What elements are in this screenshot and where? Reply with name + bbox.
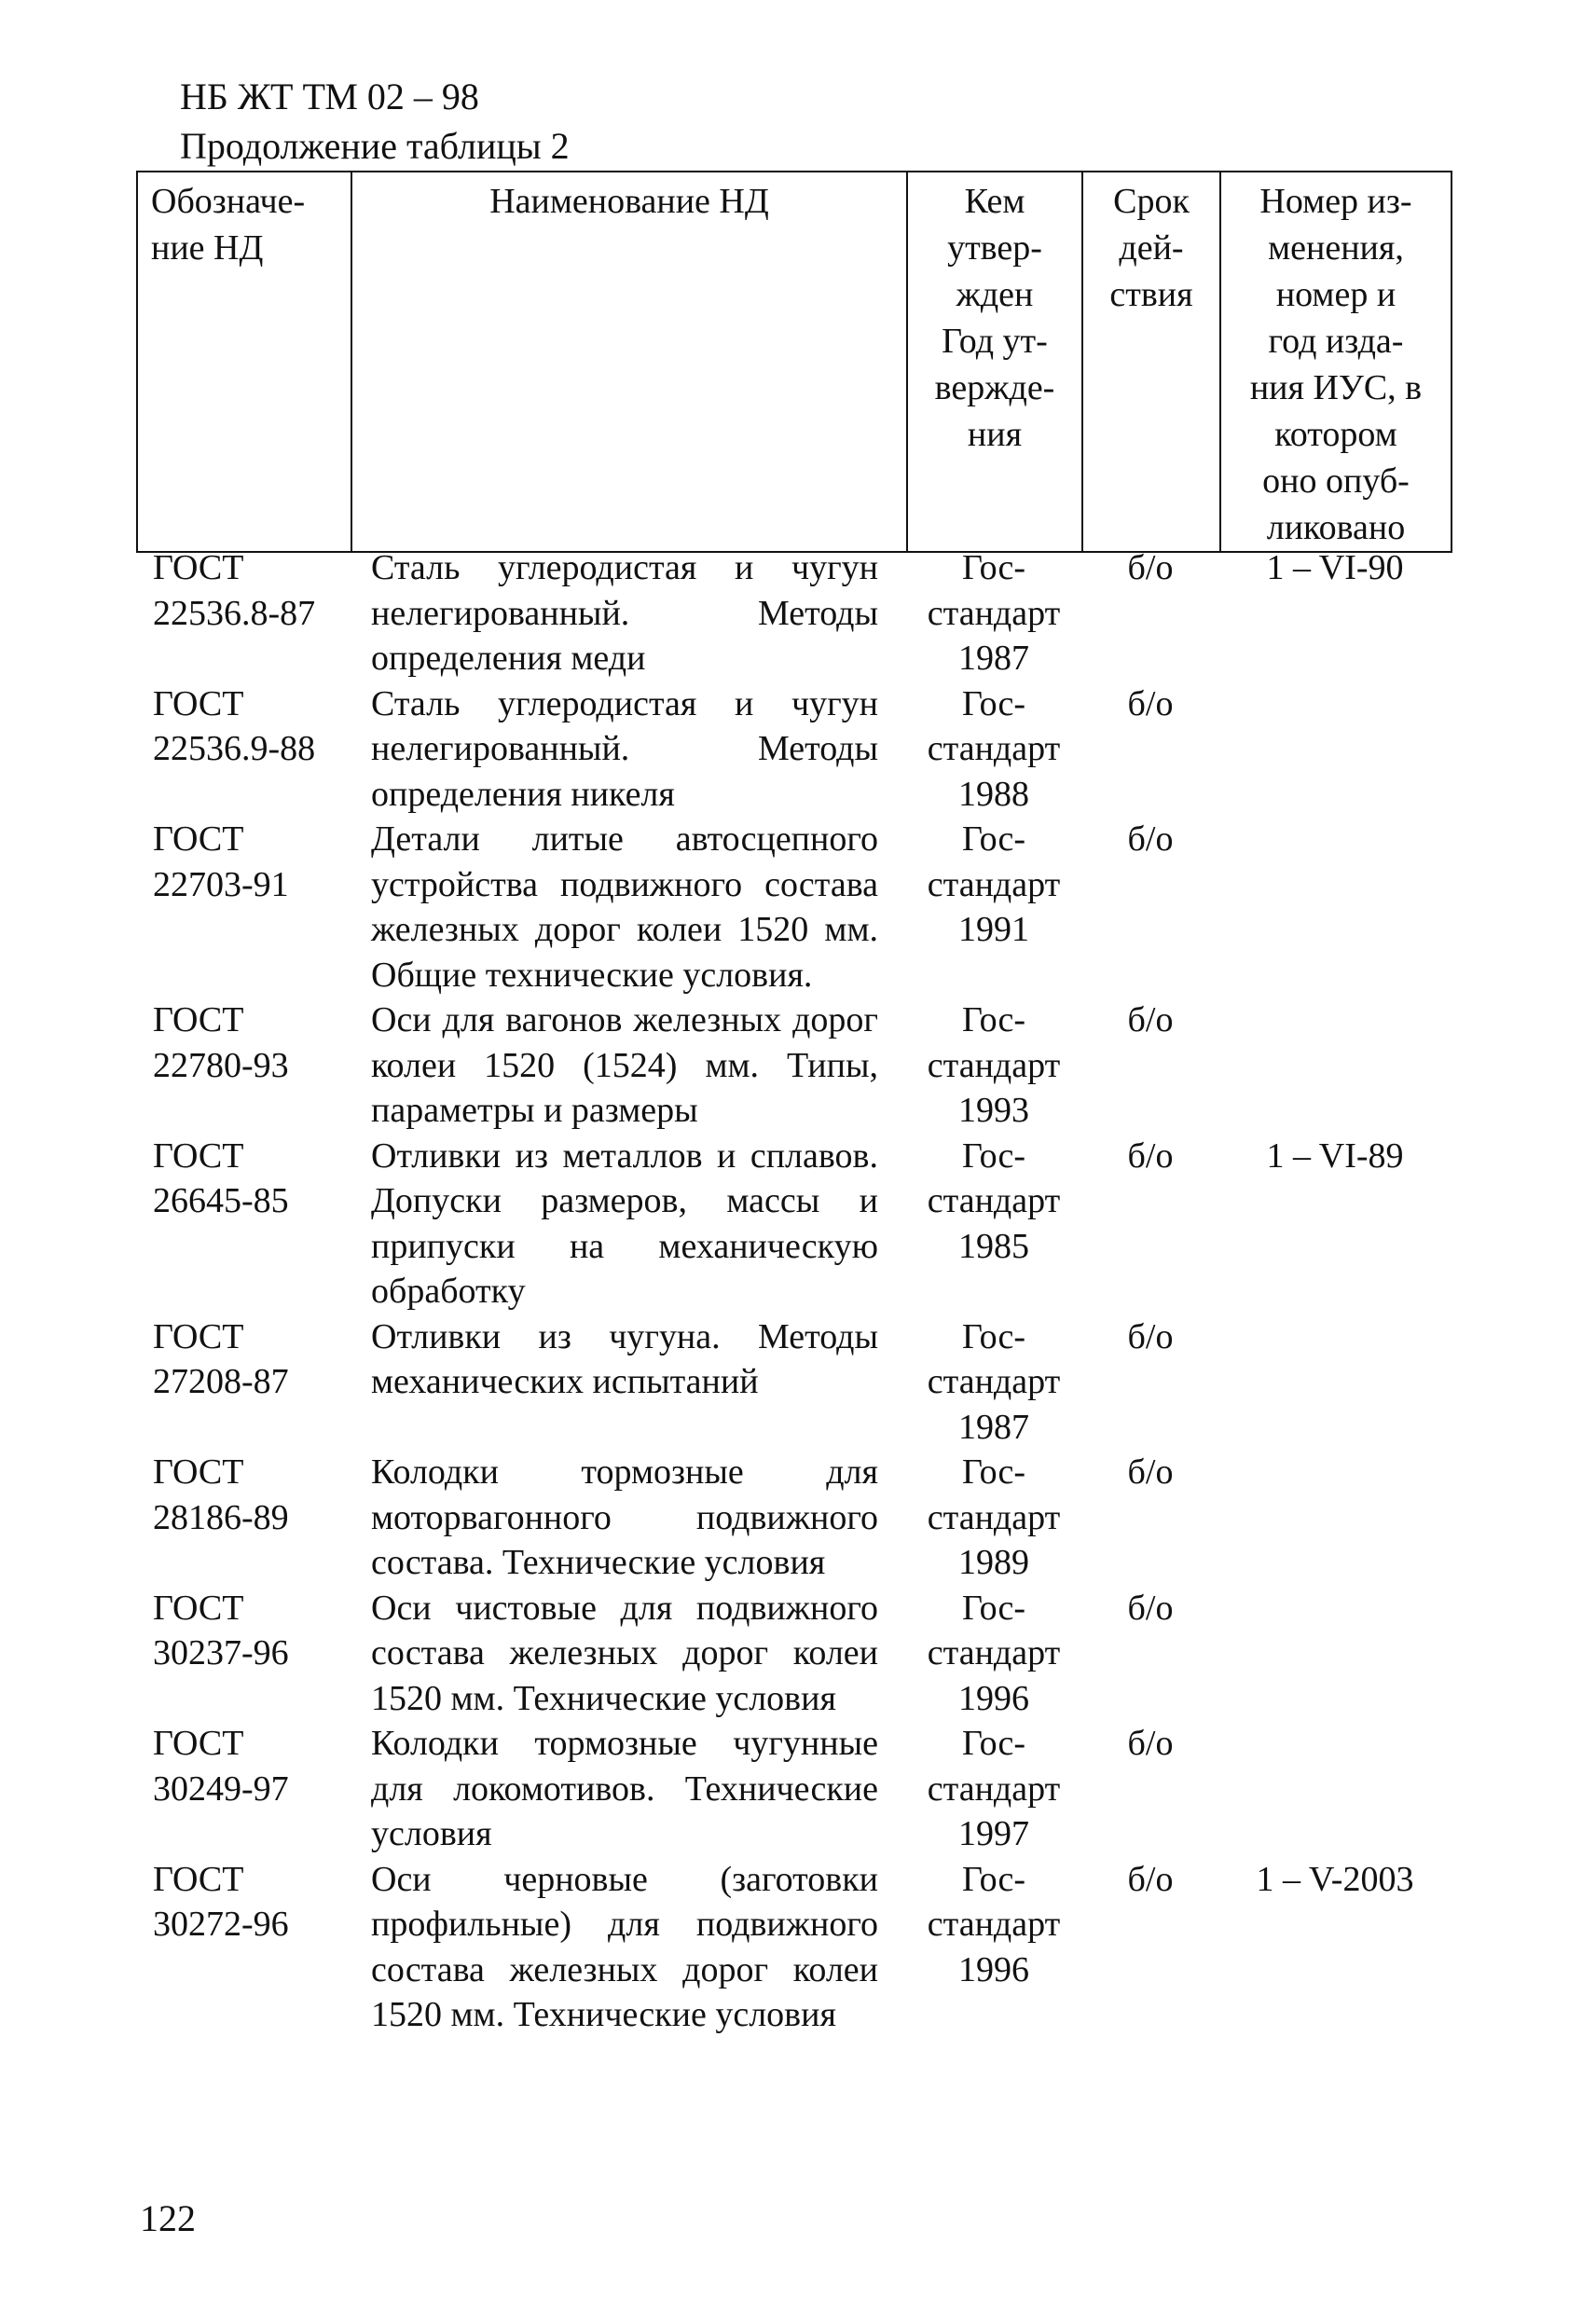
table-row [136,817,1451,998]
change-cell [1219,1314,1451,1451]
name-cell: Сталь углеродистая и чугун нелегированный. Методы определения меди [371,548,878,678]
table-row [136,1857,1451,2038]
table-header [136,171,1452,553]
name-cell: Сталь углеродистая и чугун нелегированный. Методы определения никеля [371,683,878,814]
change-cell [1219,998,1451,1134]
approved-by-cell: Гос- стандарт 1993 [927,1000,1061,1130]
approved-by-cell: Гос- стандарт 1996 [927,1588,1061,1718]
validity-cell: б/о [1127,1000,1174,1039]
change-cell [1219,1721,1451,1857]
validity-cell: б/о [1127,1859,1174,1899]
designation-cell: ГОСТ 22536.9-88 [153,683,316,768]
name-cell: Оси чистовые для подвижного состава железных дорог колеи 1520 мм. Технические условия [371,1588,878,1718]
approved-by-cell: Гос- стандарт 1987 [927,1316,1061,1447]
change-cell [1219,681,1451,818]
table-row [136,1586,1451,1722]
validity-cell: б/о [1127,1724,1174,1763]
designation-cell: ГОСТ 30272-96 [153,1859,289,1944]
designation-cell: ГОСТ 30249-97 [153,1724,289,1809]
change-cell: 1 – V-2003 [1256,1859,1414,1899]
designation-cell: ГОСТ 30237-96 [153,1588,289,1672]
approved-by-cell: Гос- стандарт 1988 [927,683,1061,814]
header-validity: Срок дей- ствия [1082,172,1220,552]
name-cell: Колодки тормозные для моторвагонного подвижного состава. Технические условия [371,1452,878,1582]
approved-by-cell: Гос- стандарт 1996 [927,1859,1061,1989]
header-change-number: Номер из- менения, номер и год изда- ния ИУС, в котором оно опуб- ликовано [1220,172,1452,552]
name-cell: Отливки из чугуна. Методы механических испытаний [371,1316,878,1401]
approved-by-cell: Гос- стандарт 1997 [927,1724,1061,1853]
header-row [137,172,1452,552]
approved-by-cell: Гос- стандарт 1989 [927,1452,1061,1582]
name-cell: Отливки из металлов и сплавов. Допуски размеров, массы и припуски на механическую обработку [371,1135,878,1311]
approved-by-cell: Гос- стандарт 1987 [927,548,1061,678]
table-row [136,1450,1451,1586]
header-approved-by: Кем утвер- жден Год ут- вержде- ния [907,172,1082,552]
table-row [136,998,1451,1134]
name-cell: Колодки тормозные чугунные для локомотивов. Технические условия [371,1724,878,1853]
table-row [136,1314,1451,1451]
validity-cell: б/о [1127,1452,1174,1492]
validity-cell: б/о [1127,1316,1174,1356]
designation-cell: ГОСТ 22536.8-87 [153,548,316,633]
validity-cell: б/о [1127,1588,1174,1628]
table-row [136,1721,1451,1857]
change-cell [1219,1586,1451,1722]
designation-cell: ГОСТ 27208-87 [153,1316,289,1401]
validity-cell: б/о [1127,819,1174,859]
change-cell [1219,817,1451,998]
designation-cell: ГОСТ 22780-93 [153,1000,289,1085]
approved-by-cell: Гос- стандарт 1991 [927,819,1061,949]
name-cell: Детали литые автосцепного устройства подвижного состава железных дорог колеи 1520 мм. Общие технические условия. [371,819,878,995]
designation-cell: ГОСТ 26645-85 [153,1135,289,1220]
validity-cell: б/о [1127,683,1174,723]
header-name: Наименование НД [351,172,907,552]
table-row [136,681,1451,818]
designation-cell: ГОСТ 28186-89 [153,1452,289,1537]
approved-by-cell: Гос- стандарт 1985 [927,1135,1061,1266]
page-number: 122 [140,2197,196,2239]
document-code: НБ ЖТ ТМ 02 – 98 [180,76,479,117]
table-caption: Продолжение таблицы 2 [180,125,570,167]
validity-cell: б/о [1127,548,1174,587]
change-cell: 1 – VI-89 [1266,1135,1404,1176]
table-row [136,545,1451,681]
name-cell: Оси для вагонов железных дорог колеи 1520 (1524) мм. Типы, параметры и размеры [371,1000,878,1130]
validity-cell: б/о [1127,1135,1174,1176]
table-body [136,545,1451,2038]
name-cell: Оси черновые (заготовки профильные) для подвижного состава железных дорог колеи 1520 мм. Технические условия [371,1859,878,2034]
header-designation: Обозначе- ние НД [137,172,351,552]
change-cell: 1 – VI-90 [1266,548,1404,587]
designation-cell: ГОСТ 22703-91 [153,819,289,904]
table-row [136,1134,1451,1314]
change-cell [1219,1450,1451,1586]
